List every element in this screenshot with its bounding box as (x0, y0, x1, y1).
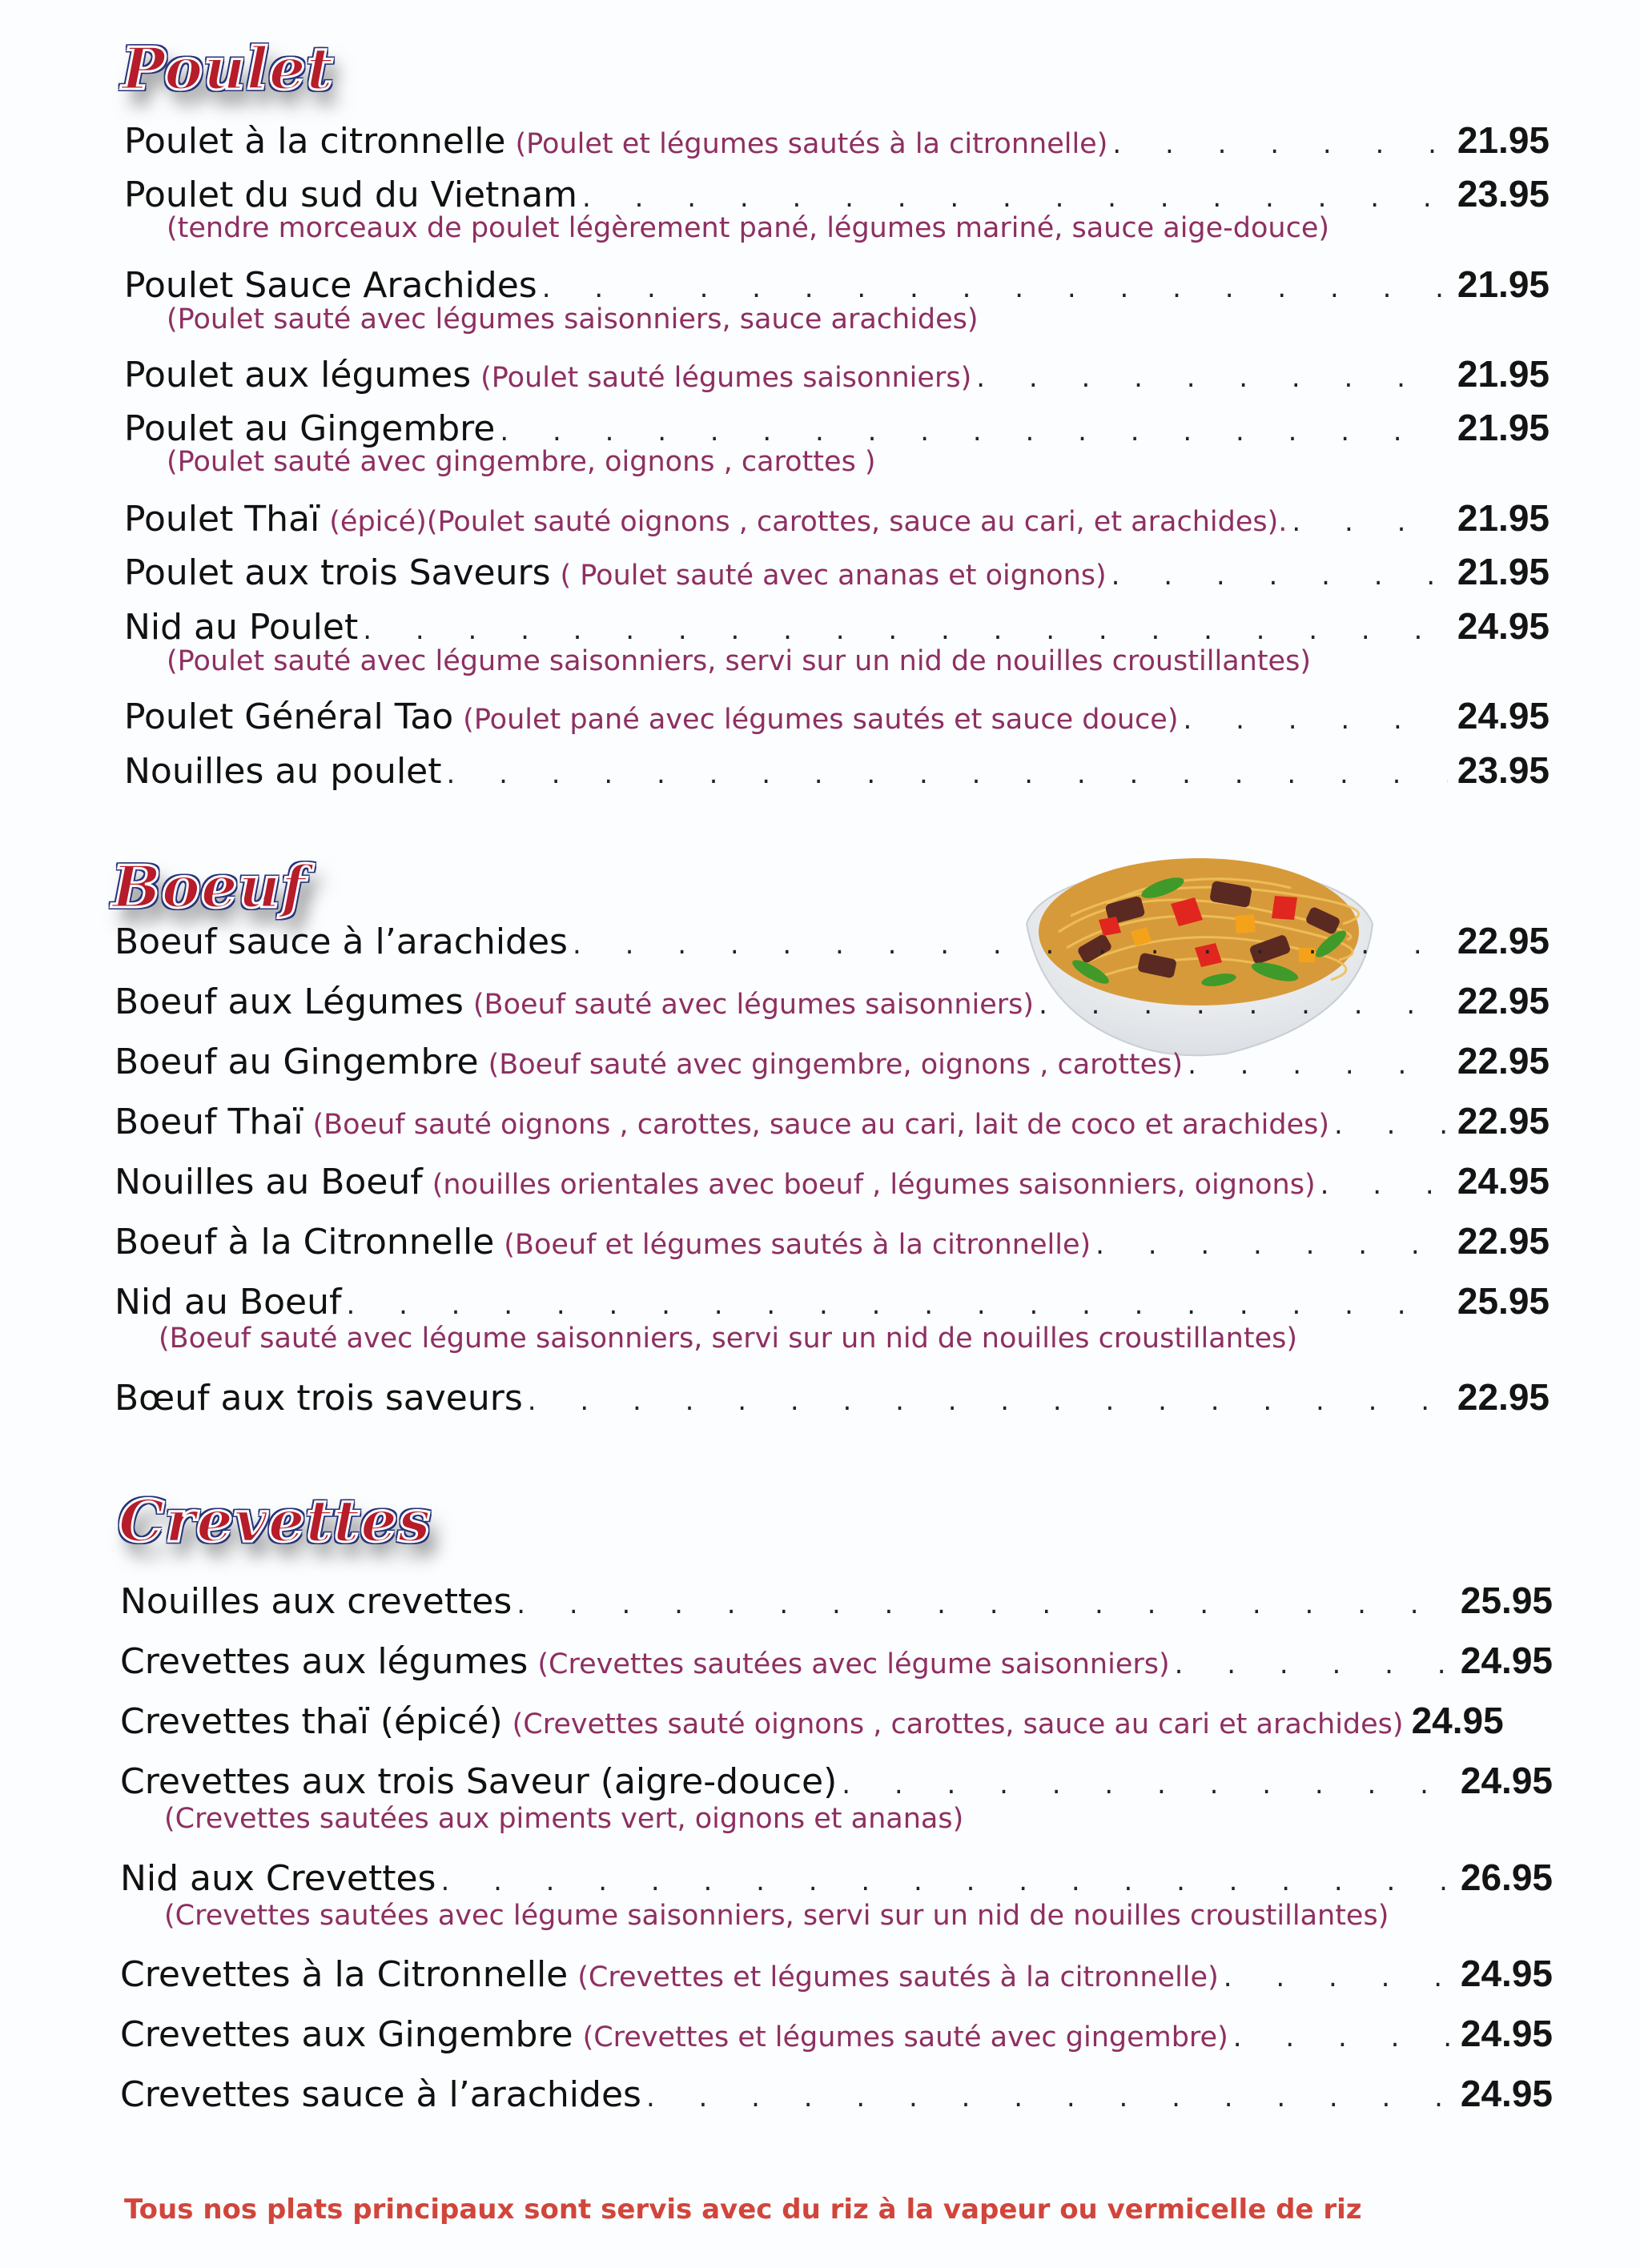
dot-leader (1334, 1109, 1448, 1141)
item-description: (Poulet et légumes sautés à la citronnelle) (515, 128, 1108, 160)
item-name: Bœuf aux trois saveurs (115, 1378, 523, 1419)
item-price: 23.95 (1457, 173, 1550, 215)
item-description: (Poulet sauté légumes saisonniers) (480, 362, 972, 394)
item-name: Poulet Général Tao (124, 696, 454, 737)
item-name: Boeuf aux Légumes (115, 981, 464, 1022)
dot-leader (1224, 1961, 1451, 1993)
item-name: Crevettes aux légumes (120, 1641, 529, 1682)
item-description: (Crevettes sautées avec légume saisonniers) (537, 1648, 1170, 1680)
menu-item (124, 352, 1550, 400)
item-price: 24.95 (1460, 2013, 1553, 2054)
item-price: 26.95 (1460, 1857, 1553, 1898)
item-description: (Boeuf sauté avec légumes saisonniers) (472, 989, 1035, 1021)
item-description: (Poulet pané avec légumes sautés et sauce douce) (463, 704, 1179, 736)
item-price: 24.95 (1411, 1700, 1504, 1741)
item-name: Nouilles aux crevettes (120, 1581, 512, 1622)
item-name: Poulet Sauce Arachides (124, 265, 537, 306)
item-description: (tendre morceaux de poulet légèrement pané, légumes mariné, sauce aige-douce) (167, 212, 1330, 244)
item-name: Poulet aux trois Saveurs (124, 552, 551, 593)
item-price: 22.95 (1457, 1100, 1550, 1142)
item-price: 22.95 (1457, 980, 1550, 1022)
dot-leader (842, 1768, 1451, 1800)
item-price: 24.95 (1457, 605, 1550, 647)
menu-item (120, 1856, 1553, 1904)
dot-leader (976, 362, 1448, 394)
item-price: 21.95 (1457, 353, 1550, 395)
menu-item (115, 1159, 1550, 1207)
item-description: (Crevettes et légumes sautés à la citronnelle) (577, 1961, 1219, 1993)
dot-leader (1095, 1229, 1448, 1261)
menu-item (115, 979, 1550, 1027)
item-name: Crevettes thaï (épicé) (120, 1701, 503, 1742)
item-description: (Crevettes et légumes sauté avec gingembre) (582, 2021, 1228, 2053)
dot-leader (1112, 128, 1448, 160)
dot-leader (528, 1385, 1448, 1417)
item-description: (Boeuf sauté oignons , carottes, sauce au cari, lait de coco et arachides) (312, 1109, 1330, 1141)
item-name: Boeuf sauce à l’arachides (115, 921, 568, 962)
footer-note: Tous nos plats principaux sont servis avec du riz à la vapeur ou vermicelle de riz (124, 2194, 1362, 2226)
item-description: ( Poulet sauté avec ananas et oignons) (560, 560, 1107, 592)
dot-leader (1188, 1049, 1448, 1081)
item-price: 24.95 (1460, 1953, 1553, 1994)
item-name: Boeuf Thaï (115, 1102, 303, 1142)
item-price: 21.95 (1457, 407, 1550, 448)
item-name: Nouilles au poulet (124, 751, 442, 792)
item-description: (Poulet sauté avec légumes saisonniers, sauce arachides) (167, 303, 979, 335)
menu-item (115, 1039, 1550, 1087)
item-price: 21.95 (1457, 551, 1550, 592)
item-name: Crevettes aux trois Saveur (aigre-douce) (120, 1761, 838, 1802)
dot-leader (1183, 704, 1447, 736)
menu-item (115, 1279, 1550, 1327)
item-price: 23.95 (1457, 749, 1550, 791)
menu-item (124, 118, 1550, 167)
dot-leader (646, 2081, 1451, 2113)
menu-item (120, 1952, 1553, 2000)
menu-item (120, 1639, 1553, 1687)
item-name: Poulet aux légumes (124, 355, 472, 395)
section-title-boeuf: Boeuf (112, 853, 308, 921)
menu-item (124, 749, 1550, 797)
item-name: Nid au Poulet (124, 607, 359, 648)
item-price: 21.95 (1457, 263, 1550, 305)
item-description: (nouilles orientales avec boeuf , légumes saisonniers, oignons) (432, 1169, 1316, 1201)
dot-leader (346, 1289, 1447, 1321)
section-title-crevettes: Crevettes (119, 1487, 432, 1555)
dot-leader (1320, 1169, 1448, 1201)
item-price: 22.95 (1457, 1040, 1550, 1082)
item-price: 25.95 (1460, 1580, 1553, 1621)
menu-item (124, 694, 1550, 742)
item-name: Crevettes aux Gingembre (120, 2014, 573, 2055)
item-price: 22.95 (1457, 1220, 1550, 1262)
menu-item (115, 1219, 1550, 1267)
item-description: (épicé)(Poulet sauté oignons , carottes, sauce au cari, et arachides). (329, 506, 1288, 538)
item-price: 24.95 (1460, 2073, 1553, 2114)
section-title-poulet: Poulet (122, 34, 334, 102)
item-description: (Boeuf sauté avec légume saisonniers, servi sur un nid de nouilles croustillantes) (159, 1323, 1297, 1355)
item-description: (Boeuf et légumes sautés à la citronnelle) (504, 1229, 1091, 1261)
item-name: Poulet à la citronnelle (124, 121, 506, 162)
dot-leader (573, 929, 1448, 961)
item-name: Nid aux Crevettes (120, 1858, 436, 1899)
item-price: 21.95 (1457, 119, 1550, 161)
item-name: Boeuf au Gingembre (115, 1042, 479, 1082)
item-name: Boeuf à la Citronnelle (115, 1222, 495, 1262)
menu-item (124, 550, 1550, 598)
dot-leader (1111, 560, 1448, 592)
item-price: 22.95 (1457, 920, 1550, 961)
item-name: Crevettes à la Citronnelle (120, 1954, 569, 1995)
menu-item (120, 1759, 1553, 1807)
item-price: 21.95 (1457, 497, 1550, 539)
dot-leader (1175, 1648, 1451, 1680)
item-description: (Crevettes sauté oignons , carottes, sauce au cari et arachides) (512, 1708, 1404, 1740)
item-name: Nouilles au Boeuf (115, 1162, 423, 1202)
dot-leader (1233, 2021, 1451, 2053)
dot-leader (542, 272, 1448, 304)
menu-item (120, 2072, 1553, 2120)
menu-item (120, 1579, 1553, 1627)
item-name: Poulet au Gingembre (124, 408, 496, 449)
item-name: Poulet du sud du Vietnam (124, 175, 578, 215)
menu-item (120, 2012, 1553, 2060)
item-price: 24.95 (1457, 695, 1550, 737)
item-description: (Crevettes sautées avec légume saisonniers, servi sur un nid de nouilles croustillantes) (164, 1900, 1389, 1932)
item-price: 25.95 (1457, 1280, 1550, 1322)
item-description: (Crevettes sautées aux piments vert, oignons et ananas) (164, 1803, 964, 1835)
item-name: Nid au Boeuf (115, 1282, 342, 1323)
item-price: 24.95 (1457, 1160, 1550, 1202)
dot-leader (363, 614, 1448, 646)
dot-leader (447, 758, 1448, 790)
item-name: Crevettes sauce à l’arachides (120, 2074, 641, 2115)
dot-leader (440, 1865, 1450, 1897)
menu-item (120, 1699, 1553, 1747)
dot-leader (1039, 989, 1448, 1021)
item-description: (Boeuf sauté avec gingembre, oignons , carottes) (488, 1049, 1184, 1081)
item-price: 22.95 (1457, 1376, 1550, 1418)
item-description: (Poulet sauté avec gingembre, oignons , carottes ) (167, 446, 876, 478)
item-description: (Poulet sauté avec légume saisonniers, servi sur un nid de nouilles croustillantes) (167, 645, 1311, 677)
menu-item (115, 919, 1550, 967)
dot-leader (517, 1588, 1451, 1620)
menu-item (124, 496, 1550, 544)
menu-item (115, 1375, 1550, 1423)
dot-leader (500, 415, 1448, 448)
item-price: 24.95 (1460, 1760, 1553, 1801)
dot-leader (582, 182, 1448, 214)
item-price: 24.95 (1460, 1640, 1553, 1681)
item-name: Poulet Thaï (124, 499, 320, 540)
dot-leader (1292, 506, 1447, 538)
menu-item (115, 1099, 1550, 1147)
